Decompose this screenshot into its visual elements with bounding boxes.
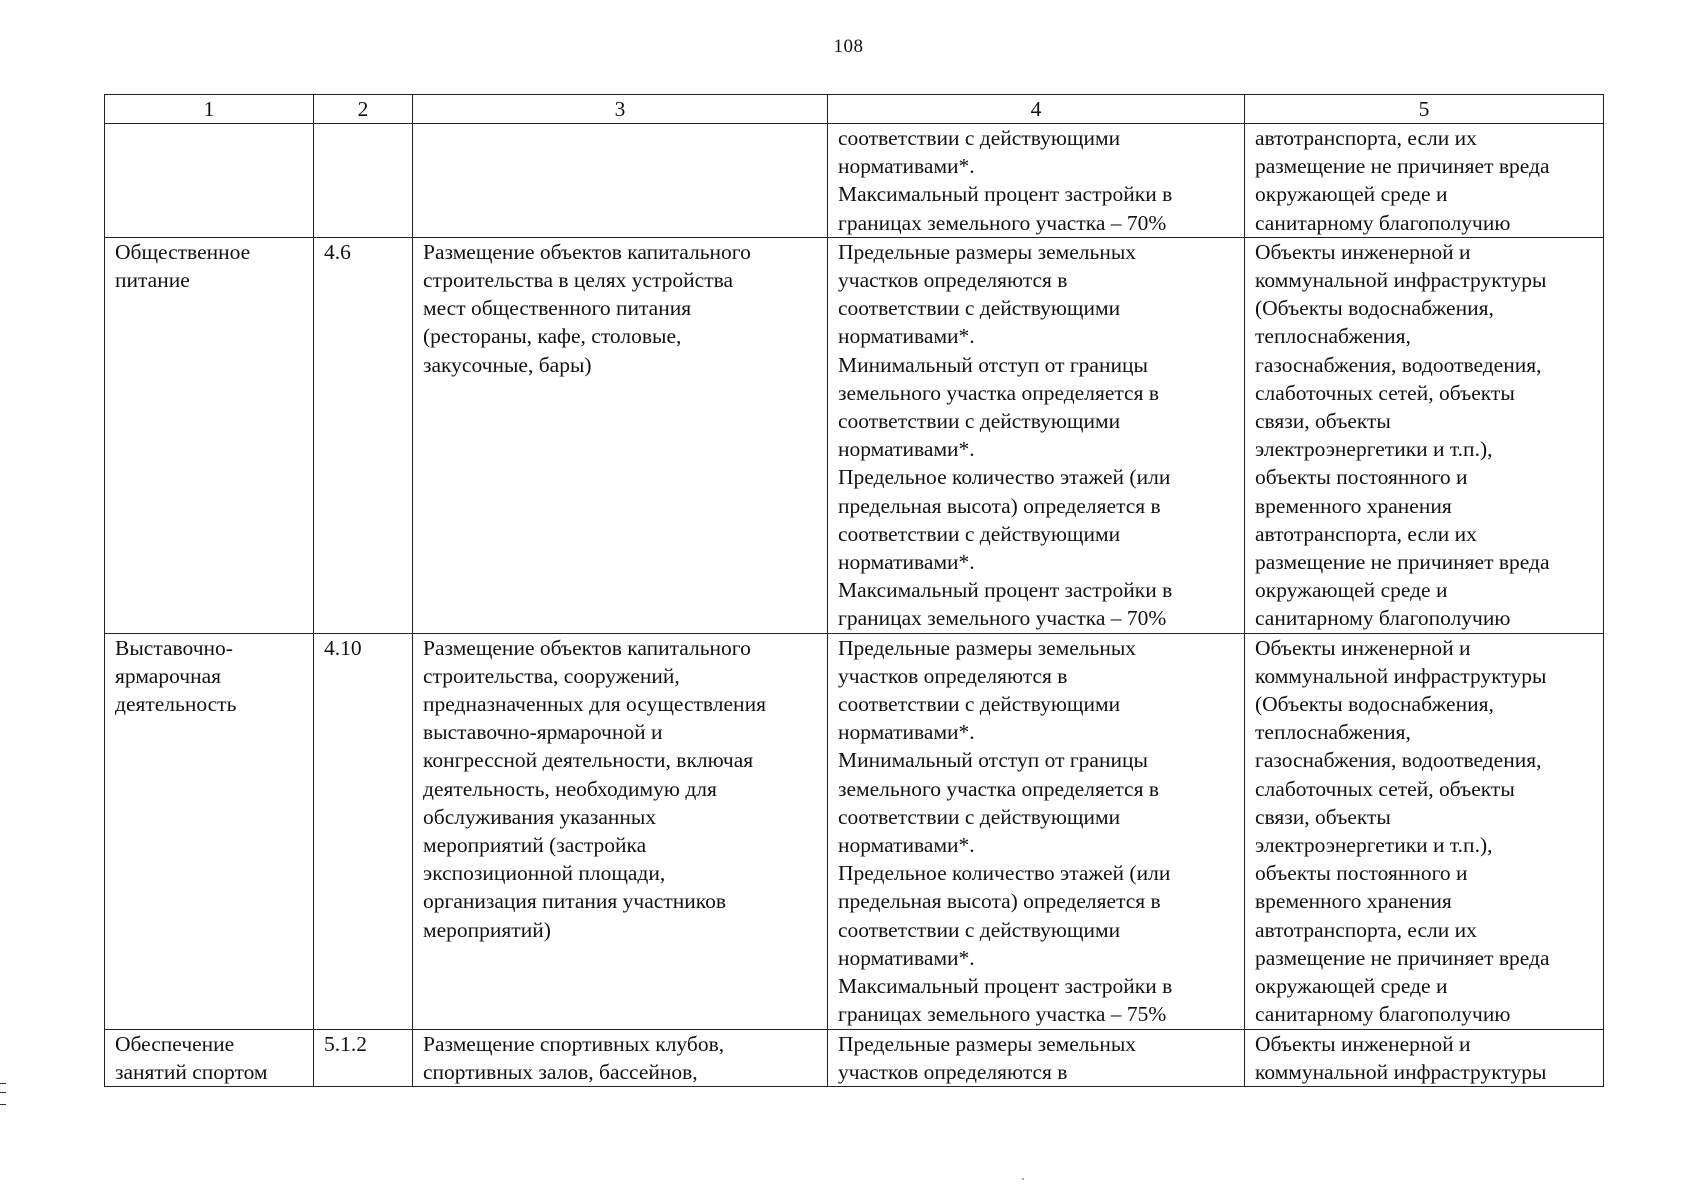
parameters-cell: Предельные размеры земельных участков определяются в соответствии с действующими нормативами*. Минимальный отступ от границы земельного участка определяется в соответствии с действующими нормативами*. Предельное количество этажей (или предельная высота) определяется в соответствии с действующими нормативами*. Максимальный процент застройки в границах земельного участка – 75%: [828, 633, 1245, 1029]
auxiliary-uses-cell: Объекты инженерной и коммунальной инфраструктуры: [1245, 1029, 1604, 1086]
use-description-cell: Размещение объектов капитального строительства, сооружений, предназначенных для осуществления выставочно-ярмарочной и конгрессной деятельности, включая деятельность, необходимую для обслуживания указанных мероприятий (застройка экспозиционной площади, организация питания участников мероприятий): [413, 633, 828, 1029]
parameters-cell: Предельные размеры земельных участков определяются в: [828, 1029, 1245, 1086]
use-name-cell: [105, 124, 314, 238]
use-code-cell: [314, 124, 413, 238]
land-use-table: [104, 94, 1604, 1087]
use-code-cell: 4.10: [314, 633, 413, 1029]
use-code-cell: 5.1.2: [314, 1029, 413, 1086]
table-row: [105, 633, 1604, 1029]
use-name-cell: Обеспечение занятий спортом: [105, 1029, 314, 1086]
column-header-3: 3: [413, 95, 828, 124]
auxiliary-uses-cell: автотранспорта, если их размещение не причиняет вреда окружающей среде и санитарному благополучию: [1245, 124, 1604, 238]
use-name-cell: Выставочно- ярмарочная деятельность: [105, 633, 314, 1029]
scan-speck: [1022, 1178, 1024, 1180]
column-header-1: 1: [105, 95, 314, 124]
column-header-5: 5: [1245, 95, 1604, 124]
binding-margin-mark: [0, 1083, 6, 1105]
column-header-2: 2: [314, 95, 413, 124]
use-description-cell: Размещение спортивных клубов, спортивных залов, бассейнов,: [413, 1029, 828, 1086]
table-row: [105, 237, 1604, 633]
parameters-cell: соответствии с действующими нормативами*. Максимальный процент застройки в границах земельного участка – 70%: [828, 124, 1245, 238]
use-description-cell: Размещение объектов капитального строительства в целях устройства мест общественного питания (рестораны, кафе, столовые, закусочные, бары): [413, 237, 828, 633]
use-description-cell: [413, 124, 828, 238]
page-number: 108: [833, 36, 864, 57]
use-name-cell: Общественное питание: [105, 237, 314, 633]
table-row: [105, 1029, 1604, 1086]
table-header-row: [105, 95, 1604, 124]
table-row: [105, 124, 1604, 238]
use-code-cell: 4.6: [314, 237, 413, 633]
parameters-cell: Предельные размеры земельных участков определяются в соответствии с действующими нормативами*. Минимальный отступ от границы земельного участка определяется в соответствии с действующими нормативами*. Предельное количество этажей (или предельная высота) определяется в соответствии с действующими нормативами*. Максимальный процент застройки в границах земельного участка – 70%: [828, 237, 1245, 633]
auxiliary-uses-cell: Объекты инженерной и коммунальной инфраструктуры (Объекты водоснабжения, теплоснабжения, газоснабжения, водоотведения, слаботочных сетей, объекты связи, объекты электроэнергетики и т.п.), объекты постоянного и временного хранения автотранспорта, если их размещение не причиняет вреда окружающей среде и санитарному благополучию: [1245, 237, 1604, 633]
auxiliary-uses-cell: Объекты инженерной и коммунальной инфраструктуры (Объекты водоснабжения, теплоснабжения, газоснабжения, водоотведения, слаботочных сетей, объекты связи, объекты электроэнергетики и т.п.), объекты постоянного и временного хранения автотранспорта, если их размещение не причиняет вреда окружающей среде и санитарному благополучию: [1245, 633, 1604, 1029]
column-header-4: 4: [828, 95, 1245, 124]
